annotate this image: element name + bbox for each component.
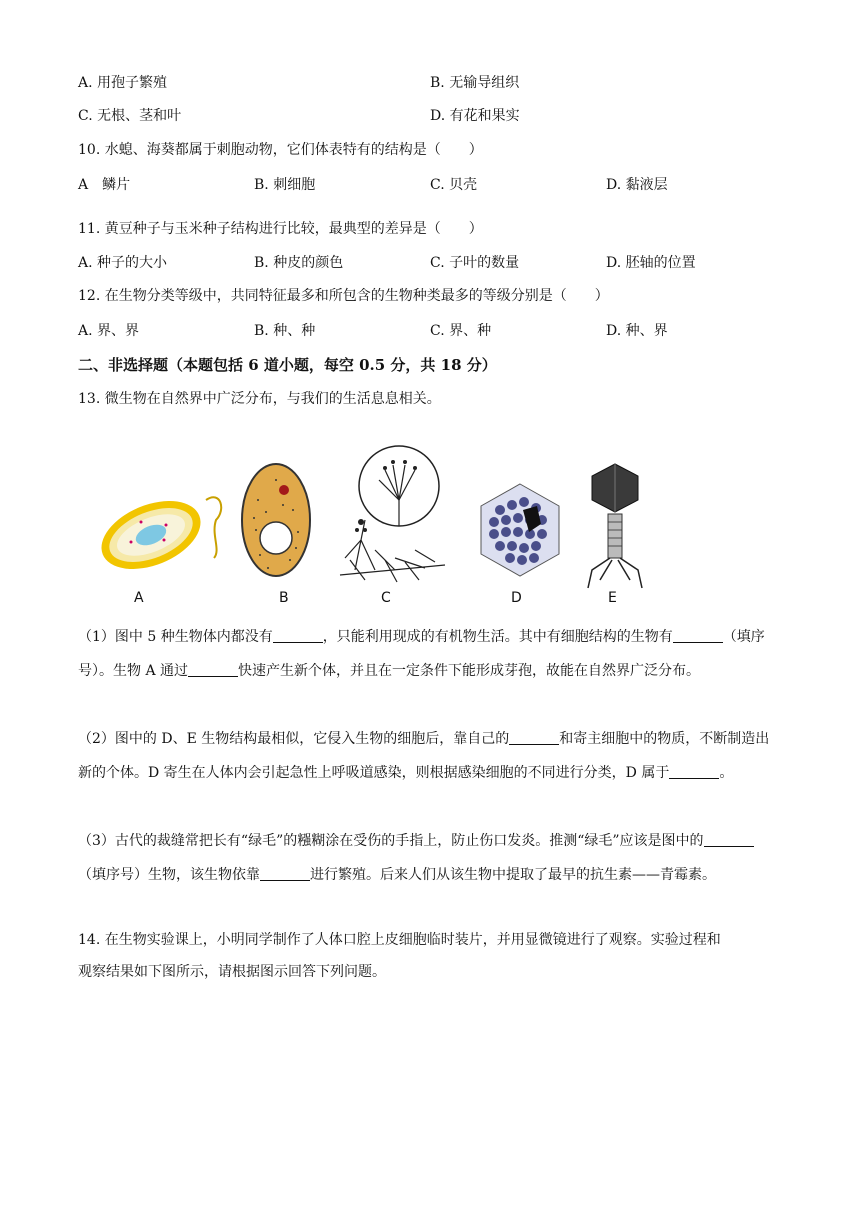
q9-option-a: A. 用孢子繁殖 [78, 75, 168, 91]
q13-part-2: （2）图中的 D、E 生物结构最相似，它侵入生物的细胞后，靠自己的 和寄主细胞中的物质，不断制造出新的个体。D 寄生在人体内会引起急性上呼吸道感染，则根据感染细胞的不同进行分类，D 属于 。 [78, 731, 770, 781]
q9-option-d: D. 有花和果实 [430, 108, 520, 124]
q11-option-c: C. 子叶的数量 [430, 255, 520, 271]
q10-option-a: A 鳞片 [78, 177, 131, 193]
q10-option-d: D. 黏液层 [606, 177, 668, 193]
answer-blank[interactable] [704, 832, 754, 847]
q9-option-b: B. 无输导组织 [430, 75, 520, 91]
q9-option-c: C. 无根、茎和叶 [78, 108, 182, 124]
figure-label-b: B [279, 590, 289, 606]
penicillium-illustration [335, 440, 455, 590]
adenovirus-illustration [475, 480, 565, 580]
answer-blank[interactable] [673, 628, 723, 643]
answer-blank[interactable] [509, 730, 559, 745]
bacterium-illustration [96, 480, 226, 570]
figure-label-c: C [381, 590, 391, 606]
q11-option-d: D. 胚轴的位置 [606, 255, 696, 271]
q11-option-b: B. 种皮的颜色 [254, 255, 344, 271]
q12-option-c: C. 界、种 [430, 323, 492, 339]
answer-blank[interactable] [273, 628, 323, 643]
figure-label-d: D [511, 590, 522, 606]
q10-stem: 10. 水螅、海葵都属于刺胞动物，它们体表特有的结构是（ ） [78, 142, 483, 158]
q11-option-a: A. 种子的大小 [78, 255, 168, 271]
section-heading: 二、非选择题（本题包括 6 道小题，每空 0.5 分，共 18 分） [78, 356, 497, 374]
q10-option-b: B. 刺细胞 [254, 177, 316, 193]
answer-blank[interactable] [260, 866, 310, 881]
q12-stem: 12. 在生物分类等级中，共同特征最多和所包含的生物种类最多的等级分别是（ ） [78, 288, 609, 304]
answer-blank[interactable] [188, 662, 238, 677]
yeast-illustration [238, 460, 314, 580]
q12-option-b: B. 种、种 [254, 323, 316, 339]
q13-part-1: （1）图中 5 种生物体内都没有 ，只能利用现成的有机物生活。其中有细胞结构的生物有 （填序号）。生物 A 通过 快速产生新个体，并且在一定条件下能形成芽孢，故能在自然界广泛分布。 [78, 629, 765, 679]
q13-part-3: （3）古代的裁缝常把长有“绿毛”的糨糊涂在受伤的手指上，防止伤口发炎。推测“绿毛”应该是图中的（填序号）生物，该生物依靠 进行繁殖。后来人们从该生物中提取了最早的抗生素——青霉素。 [78, 824, 778, 892]
q13-stem: 13. 微生物在自然界中广泛分布，与我们的生活息息相关。 [78, 391, 441, 407]
bacteriophage-illustration [580, 460, 650, 590]
figure-label-e: E [608, 590, 617, 606]
q14-stem-line-2: 观察结果如下图所示，请根据图示回答下列问题。 [78, 964, 386, 980]
q12-option-d: D. 种、界 [606, 323, 668, 339]
microbe-figure [90, 430, 670, 610]
q11-stem: 11. 黄豆种子与玉米种子结构进行比较，最典型的差异是（ ） [78, 221, 483, 237]
figure-label-a: A [134, 590, 144, 606]
q14-stem-line-1: 14. 在生物实验课上，小明同学制作了人体口腔上皮细胞临时装片，并用显微镜进行了观察。实验过程和 [78, 932, 721, 948]
q12-option-a: A. 界、界 [78, 323, 140, 339]
q10-option-c: C. 贝壳 [430, 177, 478, 193]
answer-blank[interactable] [669, 764, 719, 779]
